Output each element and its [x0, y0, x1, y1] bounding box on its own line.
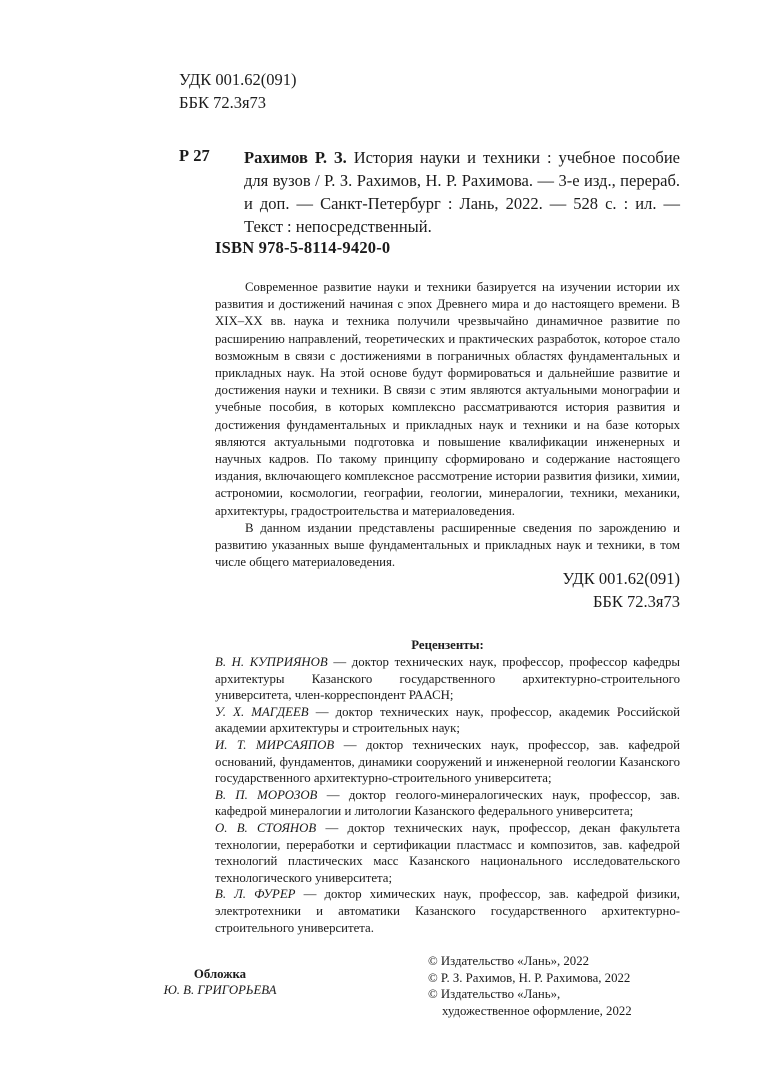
reviewer-name: В. П. МОРОЗОВ	[215, 787, 318, 802]
copyright-line: © Издательство «Лань»,	[428, 987, 561, 1001]
reviewer-description: — доктор технических наук, профессор, декан факультета технологии, переработки и сертификации пластмасс и композитов, зав. кафедрой технологий пластических масс Казанского национального исследовательского технологического университета;	[215, 820, 680, 885]
bbk-code: ББК 72.3я73	[179, 93, 267, 112]
reviewer-description: — доктор технических наук, профессор, профессор кафедры архитектуры Казанского государственного архитектурно-строительного университета, член-корреспондент РААСН;	[215, 655, 680, 703]
entry-description: История науки и техники : учебное пособие для вузов / Р. З. Рахимов, Н. Р. Рахимова. — 3-е изд., перераб. и доп. — Санкт-Петербург : Лань, 2022. — 528 с. : ил. — Текст : непосредственный.	[244, 148, 680, 236]
reviewer-name: И. Т. МИРСАЯПОВ	[215, 737, 335, 752]
copyright-line: художественное оформление, 2022	[442, 1003, 632, 1018]
reviewer-name: В. Л. ФУРЕР	[215, 887, 296, 902]
copyright-line: © Р. З. Рахимов, Н. Р. Рахимова, 2022	[428, 970, 631, 985]
udk-code: УДК 001.62(091)	[179, 70, 297, 89]
reviewer-entry	[215, 886, 680, 936]
entry-author: Рахимов Р. З.	[244, 148, 347, 167]
cover-designer: Ю. В. ГРИГОРЬЕВА	[163, 983, 277, 997]
reviewer-entry	[215, 704, 680, 737]
bibliographic-entry	[244, 146, 680, 238]
reviewer-name: О. В. СТОЯНОВ	[215, 820, 317, 835]
reviewer-name: В. Н. КУПРИЯНОВ	[215, 655, 328, 669]
author-sign: Р 27	[179, 146, 210, 165]
reviewer-description: — доктор технических наук, профессор, академик Российской академии архитектуры и строительных наук;	[215, 704, 680, 736]
udk-bbk-top	[179, 68, 297, 114]
reviewer-description: — доктор химических наук, профессор, зав. кафедрой физики, электротехники и автоматики Казанского государственного архитектурно-строительного университета.	[215, 887, 680, 935]
reviewer-description: — доктор технических наук, профессор, зав. кафедрой оснований, фундаментов, динамики сооружений и инженерной геологии Казанского государственного архитектурно-строительного университета;	[215, 737, 680, 786]
cover-label: Обложка	[193, 967, 247, 981]
copyright-line: © Издательство «Лань», 2022	[428, 954, 589, 968]
abstract-paragraph: В данном издании представлены расширенные сведения по зарождению и развитию указанных выше фундаментальных и прикладных наук и техники, в том числе общего материаловедения.	[215, 520, 680, 570]
reviewer-description: — доктор геолого-минералогических наук, профессор, зав. кафедрой минералогии и литологии Казанского федерального университета;	[215, 787, 680, 819]
cover-credit	[140, 966, 300, 998]
reviewer-name: У. Х. МАГДЕЕВ	[215, 704, 309, 719]
udk-bbk-right	[520, 567, 680, 613]
abstract-paragraph: Современное развитие науки и техники базируется на изучении истории их развития и достижений начиная с эпох Древнего мира и до настоящего времени. В XIX–XX вв. наука и техника получили чрезвычайно динамичное развитие по расширению направлений, теоретических и практических разработок, которое стало возможным в связи с достижениями в пограничных областях фундаментальных и прикладных наук. На этой основе будут формироваться и дальнейшие развитие и достижения науки и техники. В связи с этим являются актуальными монографии и учебные пособия, в которых комплексно рассматриваются история развития и достижения фундаментальных и прикладных наук и техники и на базе которых являются актуальными подготовка и повышение квалификации инженерных и научных кадров. По такому принципу сформировано и содержание настоящего издания, включающего комплексное рассмотрение истории развития физики, химии, астрономии, космологии, географии, геологии, минералогии, техники, механики, архитектуры, градостроительства и материаловедения.	[215, 280, 680, 518]
reviewers-list	[215, 654, 680, 936]
reviewers-title: Рецензенты:	[411, 638, 484, 652]
reviewer-entry	[215, 787, 680, 820]
abstract	[215, 279, 680, 571]
bbk-code: ББК 72.3я73	[592, 592, 680, 611]
reviewer-entry	[215, 820, 680, 886]
reviewer-entry	[215, 654, 680, 704]
isbn: ISBN 978-5-8114-9420-0	[215, 238, 391, 257]
udk-code: УДК 001.62(091)	[562, 569, 680, 588]
reviewer-entry	[215, 737, 680, 787]
copyright-block	[428, 953, 632, 1019]
